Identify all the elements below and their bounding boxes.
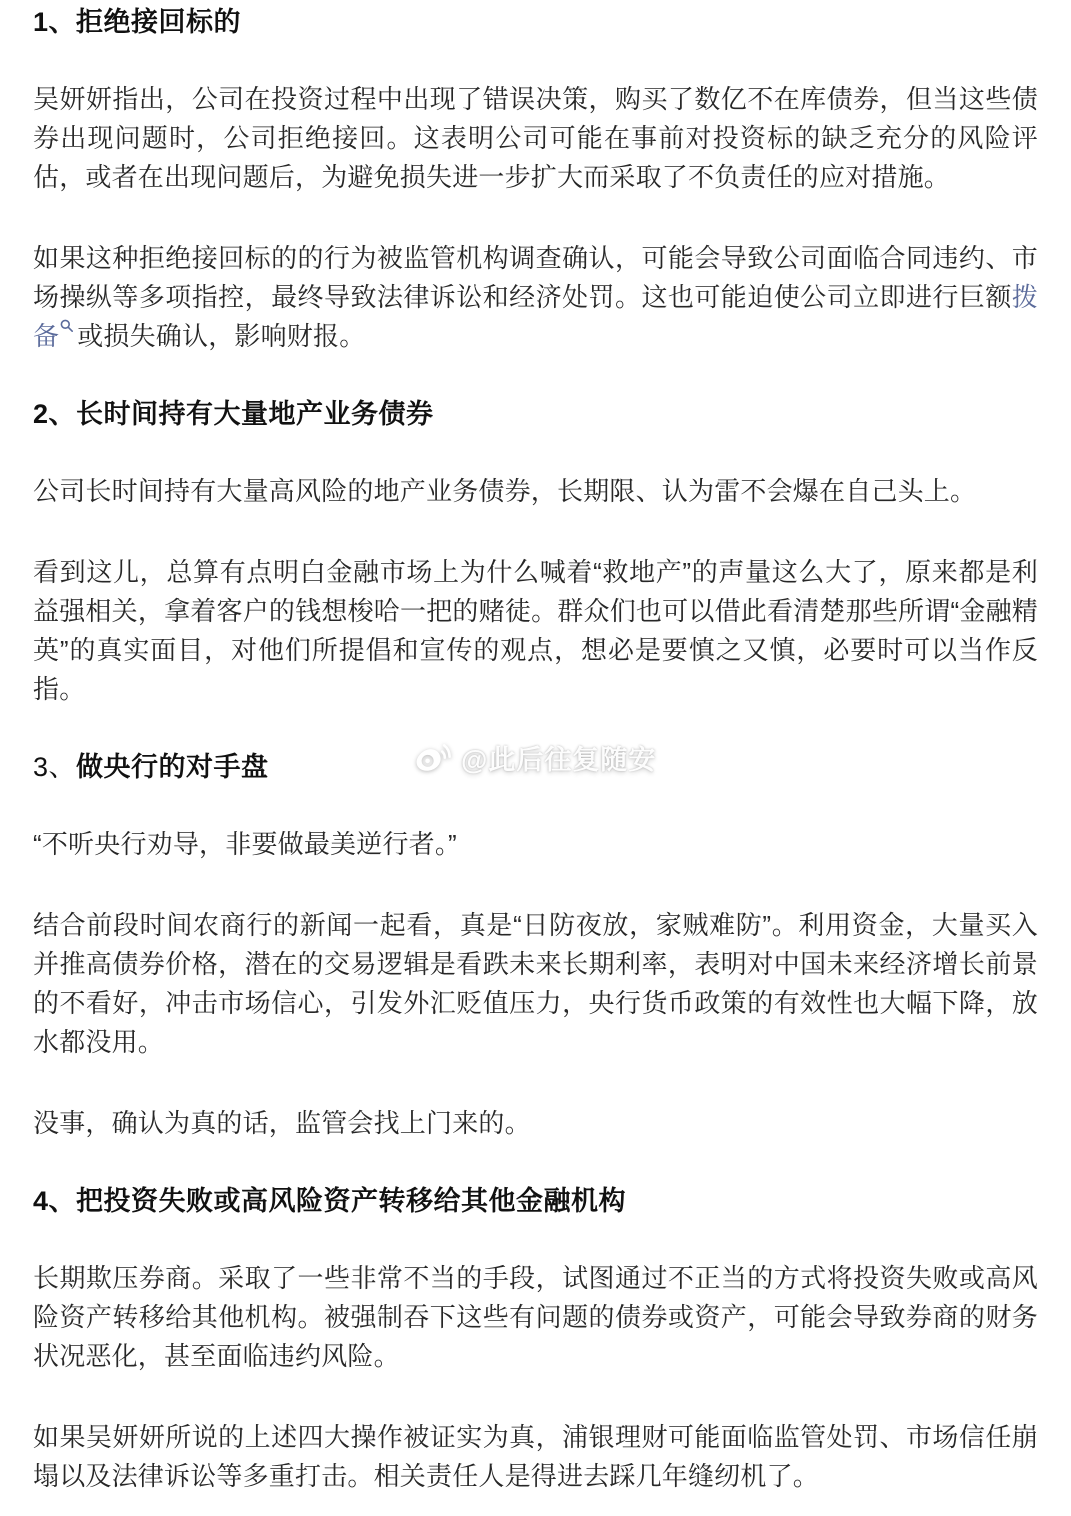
heading-3-number: 3、: [33, 752, 77, 782]
paragraph-1: 吴妍妍指出，公司在投资过程中出现了错误决策，购买了数亿不在库债券，但当这些债券出现问题时，公司拒绝接回。这表明公司可能在事前对投资标的缺乏充分的风险评估，或者在出现问题后，为避免损失进一步扩大而采取了不负责任的应对措施。: [33, 84, 1038, 192]
heading-1-text: 拒绝接回标的: [76, 7, 242, 37]
heading-4-text: 把投资失败或高风险资产转移给其他金融机构: [76, 1186, 627, 1216]
section-heading-2: [33, 398, 1038, 430]
heading-4-number: 4、: [33, 1186, 77, 1216]
search-icon[interactable]: [60, 319, 74, 333]
paragraph-2-text-before: 如果这种拒绝接回标的的行为被监管机构调查确认，可能会导致公司面临合同违约、市场操纵等多项指控，最终导致法律诉讼和经济处罚。这也可能迫使公司立即进行巨额: [33, 243, 1038, 312]
heading-2-text: 长时间持有大量地产业务债券: [76, 399, 434, 429]
paragraph-2: [33, 239, 1038, 356]
bobei-term-link[interactable]: 拨备: [33, 282, 1038, 351]
paragraph-7: 没事，确认为真的话，监管会找上门来的。: [33, 1108, 531, 1138]
heading-3-text: 做央行的对手盘: [76, 752, 269, 782]
watermark-handle: @此后往复随安: [461, 745, 657, 775]
section-heading-1: [33, 6, 1038, 38]
section-heading-3: [33, 751, 1038, 783]
paragraph-8: 长期欺压券商。采取了一些非常不当的手段，试图通过不正当的方式将投资失败或高风险资产转移给其他机构。被强制吞下这些有问题的债券或资产，可能会导致券商的财务状况恶化，甚至面临违约风险。: [33, 1263, 1038, 1371]
paragraph-6: 结合前段时间农商行的新闻一起看，真是“日防夜放，家贼难防”。利用资金，大量买入并推高债券价格，潜在的交易逻辑是看跌未来长期利率，表明对中国未来经济增长前景的不看好，冲击市场信心，引发外汇贬值压力，央行货币政策的有效性也大幅下降，放水都没用。: [33, 910, 1038, 1057]
paragraph-2-text-after: 或损失确认，影响财报。: [77, 321, 366, 351]
heading-1-number: 1、: [33, 7, 77, 37]
paragraph-9: 如果吴妍妍所说的上述四大操作被证实为真，浦银理财可能面临监管处罚、市场信任崩塌以及法律诉讼等多重打击。相关责任人是得进去踩几年缝纫机了。: [33, 1422, 1038, 1491]
paragraph-4: 看到这儿，总算有点明白金融市场上为什么喊着“救地产”的声量这么大了，原来都是利益强相关，拿着客户的钱想梭哈一把的赌徒。群众们也可以借此看清楚那些所谓“金融精英”的真实面目，对他们所提倡和宣传的观点，想必是要慎之又慎，必要时可以当作反指。: [33, 557, 1038, 704]
paragraph-5-quote: “不听央行劝导，非要做最美逆行者。”: [33, 829, 457, 859]
section-heading-4: [33, 1185, 1038, 1217]
heading-2-number: 2、: [33, 399, 77, 429]
paragraph-3: 公司长时间持有大量高风险的地产业务债券，长期限、认为雷不会爆在自己头上。: [33, 476, 977, 506]
